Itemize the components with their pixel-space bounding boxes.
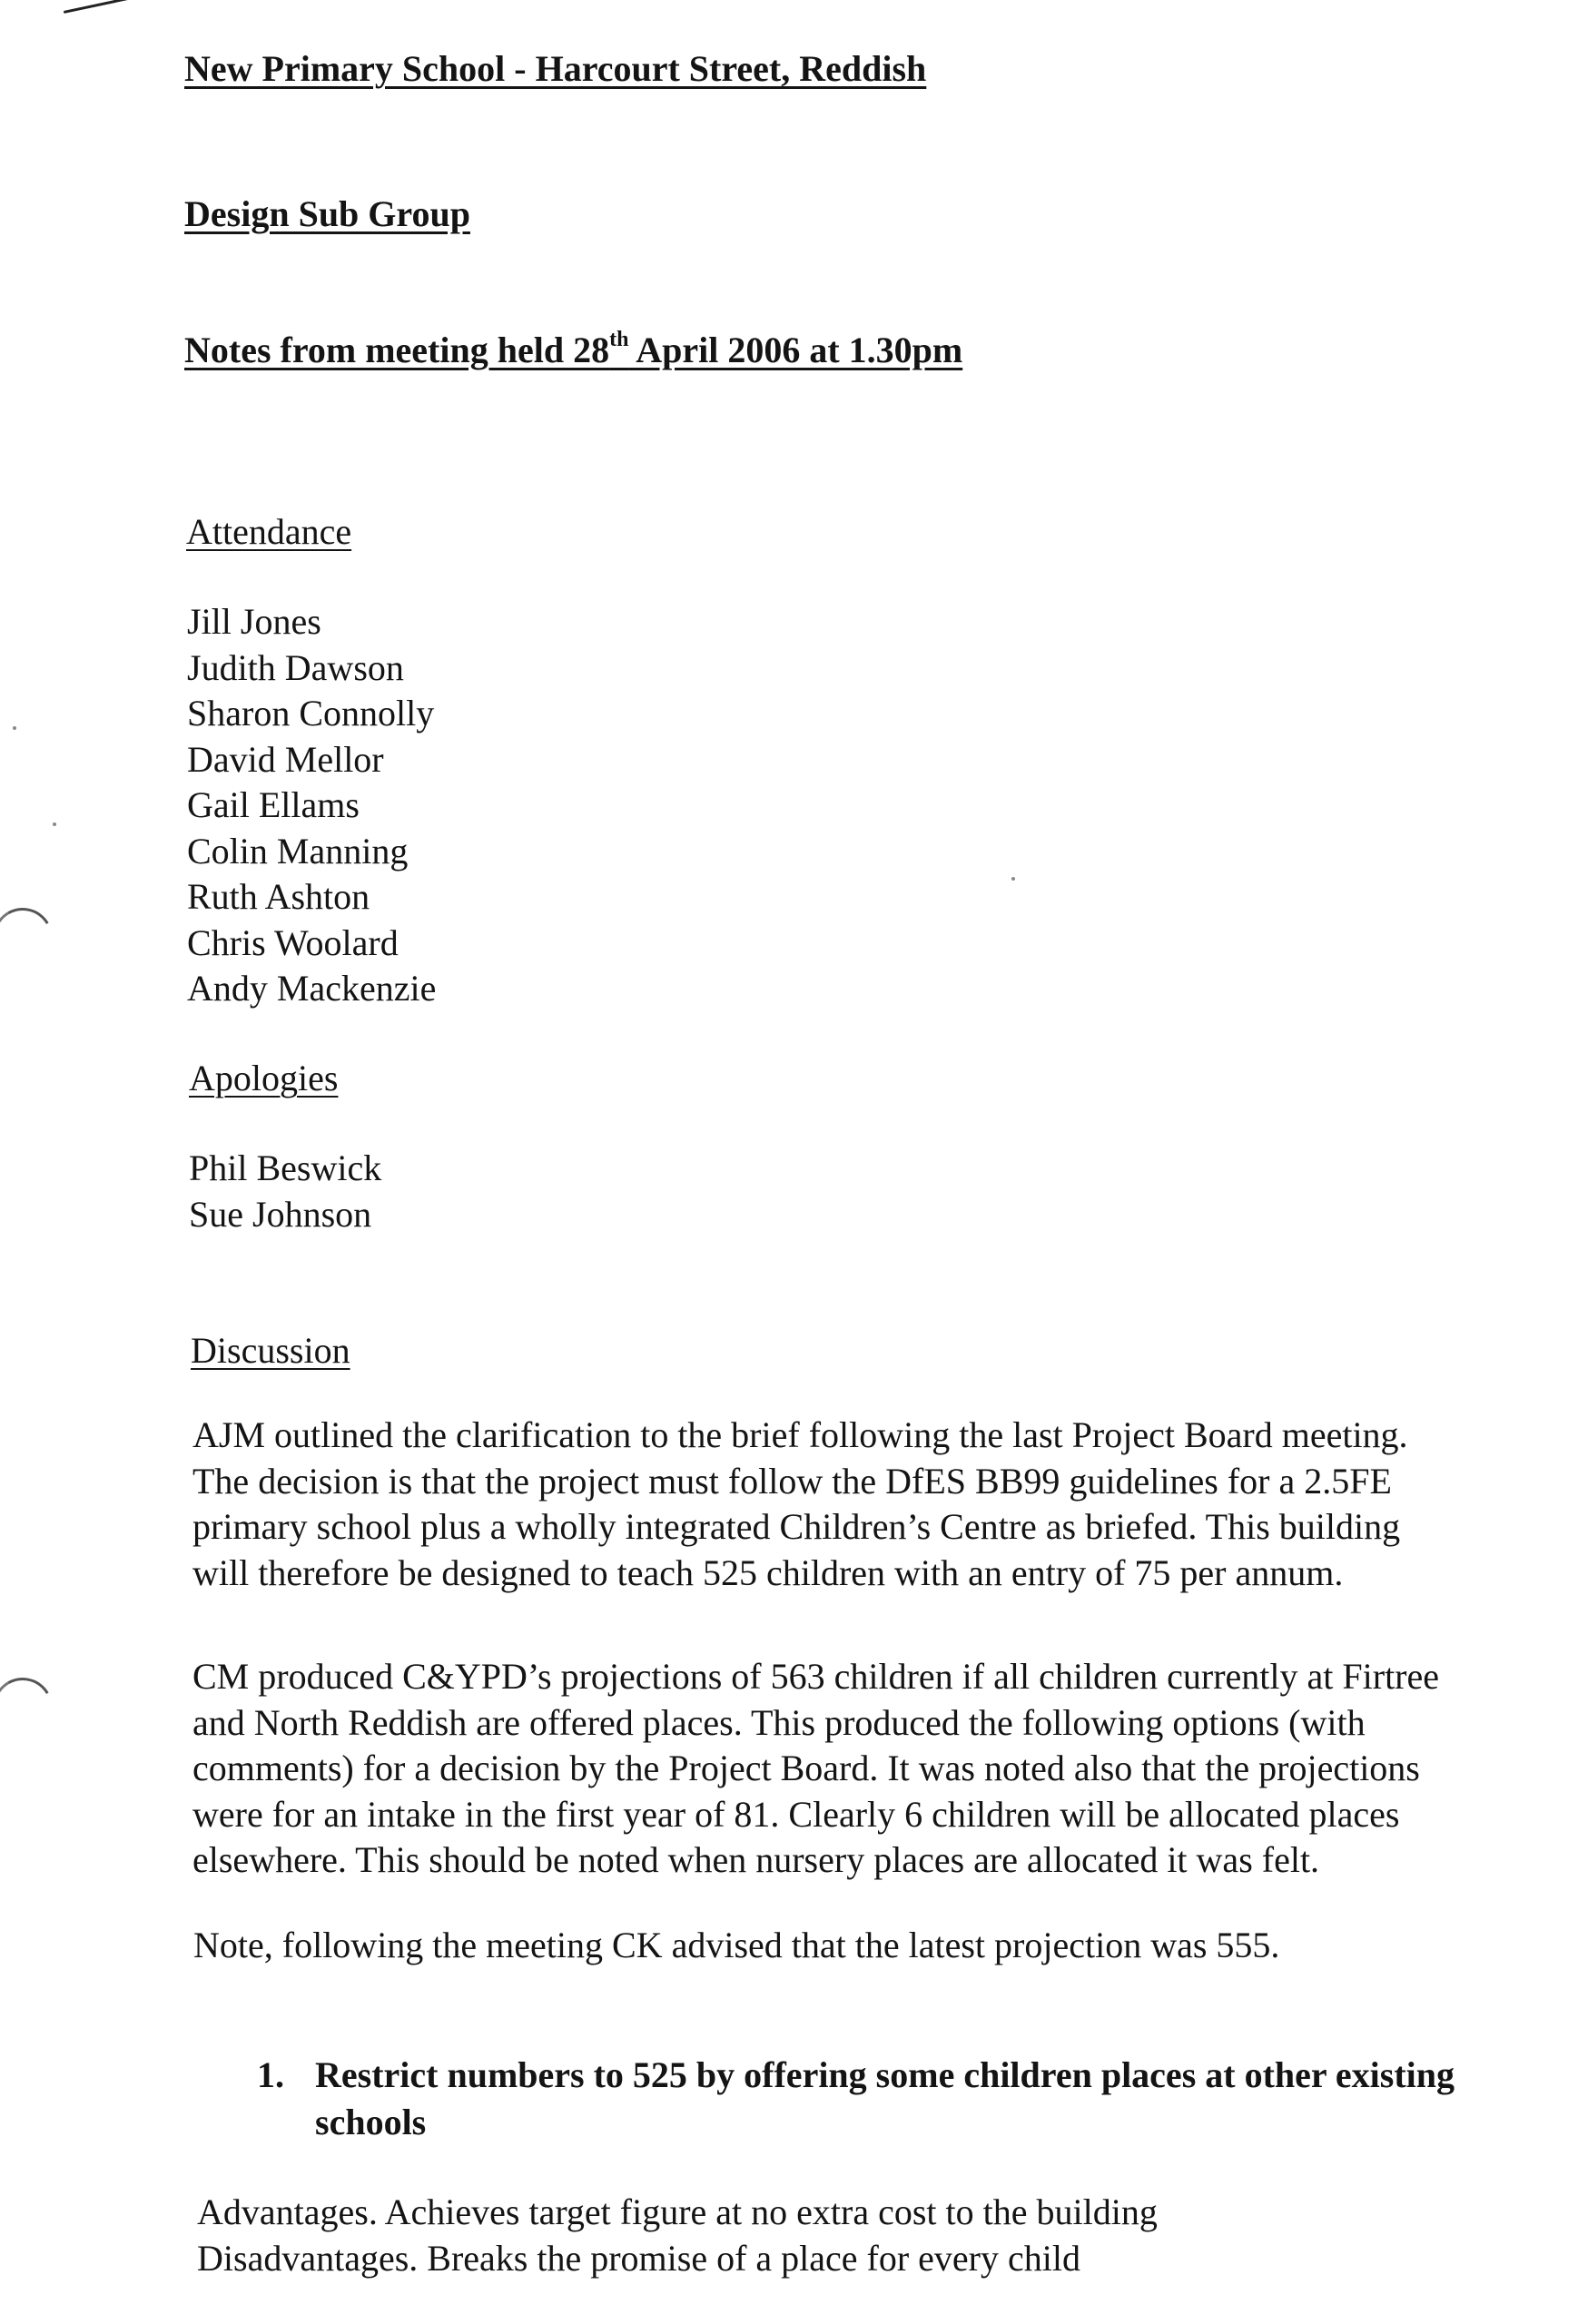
scan-speck [13, 726, 16, 730]
document-title: New Primary School - Harcourt Street, Reddish [184, 48, 927, 89]
attendee-name: Jill Jones [187, 601, 321, 642]
paragraph-line: will therefore be designed to teach 525 children with an entry of 75 per annum. [192, 1551, 1344, 1593]
attendee-name: Andy Mackenzie [187, 968, 437, 1009]
scan-speck [53, 822, 56, 826]
group-heading: Design Sub Group [184, 193, 470, 234]
attendee-name: Ruth Ashton [187, 876, 370, 917]
attendance-label: Attendance [186, 511, 352, 552]
apologies-list [189, 1146, 381, 1237]
attendee-name: Colin Manning [187, 830, 409, 872]
apologies-label: Apologies [189, 1058, 339, 1098]
punch-hole-mark [0, 1671, 59, 1745]
apology-name: Phil Beswick [189, 1147, 382, 1188]
option-1-pros-cons [197, 2190, 1158, 2281]
attendee-name: Chris Woolard [187, 921, 399, 963]
attendee-name: David Mellor [187, 738, 384, 780]
discussion-paragraph-brief [192, 1413, 1408, 1596]
meeting-heading-pre: Notes from meeting held 28 [184, 330, 610, 370]
option-line: schools [315, 2102, 427, 2142]
meeting-heading-post: April 2006 at 1.30pm [628, 330, 963, 370]
attendee-name: Gail Ellams [187, 784, 360, 825]
meeting-heading [184, 329, 962, 371]
paragraph-line: Disadvantages. Breaks the promise of a place for every child [197, 2237, 1080, 2279]
punch-hole-mark [0, 901, 59, 975]
paragraph-line: Advantages. Achieves target figure at no extra cost to the building [197, 2191, 1158, 2232]
paragraph-line: The decision is that the project must follow the DfES BB99 guidelines for a 2.5FE [192, 1460, 1392, 1502]
paragraph-line: were for an intake in the first year of 81. Clearly 6 children will be allocated places [192, 1793, 1400, 1835]
scan-speck [1011, 877, 1015, 881]
paragraph-line: primary school plus a wholly integrated Children’s Centre as briefed. This building [192, 1506, 1401, 1547]
paragraph-line: CM produced C&YPD’s projections of 563 children if all children currently at Firtree [192, 1656, 1440, 1697]
meeting-heading-sup: th [609, 328, 629, 351]
attendance-list [187, 599, 436, 1012]
attendee-name: Sharon Connolly [187, 693, 435, 734]
discussion-label: Discussion [191, 1330, 350, 1371]
paragraph-line: elsewhere. This should be noted when nursery places are allocated it was felt. [192, 1839, 1320, 1880]
option-text [315, 2052, 1455, 2146]
paragraph-line: and North Reddish are offered places. This produced the following options (with [192, 1701, 1366, 1743]
option-line: Restrict numbers to 525 by offering some children places at other existing [315, 2054, 1455, 2095]
paragraph-line: comments) for a decision by the Project Board. It was noted also that the projections [192, 1748, 1420, 1788]
attendee-name: Judith Dawson [187, 646, 404, 688]
option-number: 1. [257, 2054, 284, 2095]
scan-mark [64, 0, 178, 14]
apology-name: Sue Johnson [189, 1193, 372, 1235]
paragraph-line: AJM outlined the clarification to the brief following the last Project Board meeting. [192, 1414, 1408, 1455]
paragraph-line: Note, following the meeting CK advised that the latest projection was 555. [193, 1925, 1280, 1965]
discussion-paragraph-note [193, 1923, 1279, 1969]
discussion-paragraph-projections [192, 1654, 1439, 1884]
